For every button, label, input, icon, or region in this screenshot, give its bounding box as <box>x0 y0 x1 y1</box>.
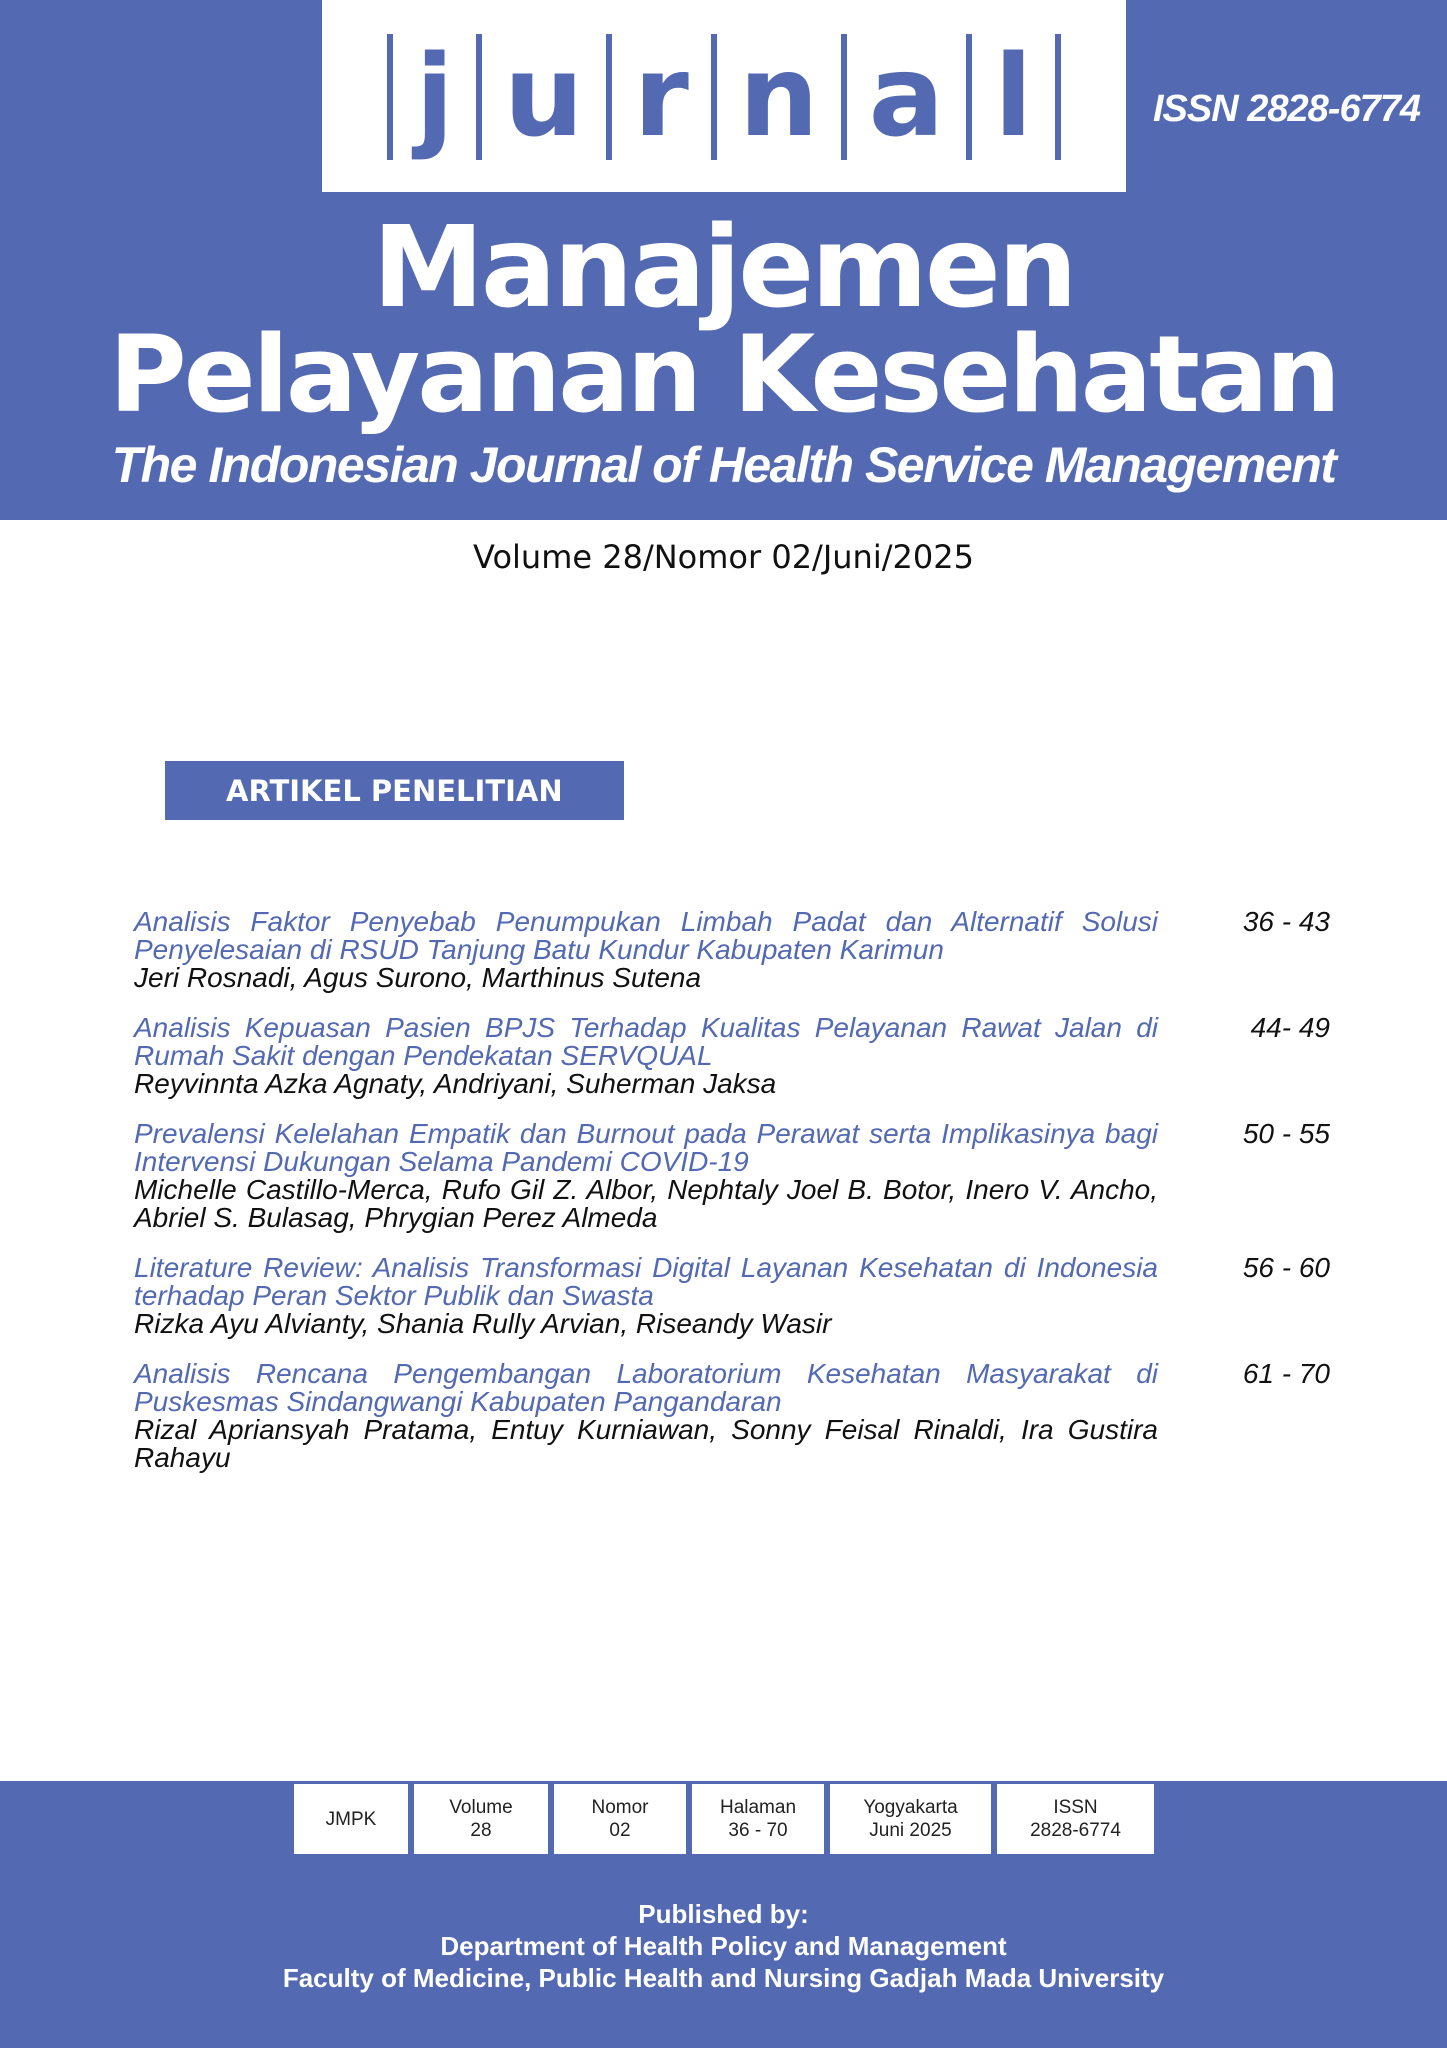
issue-line: Volume 28/Nomor 02/Juni/2025 <box>473 538 974 576</box>
info-cell-place-date <box>830 1784 991 1854</box>
info-cell-line1: Volume <box>449 1797 513 1818</box>
issn-label: ISSN 2828-6774 <box>1153 88 1420 130</box>
info-cell-issn <box>997 1784 1154 1854</box>
info-cell-volume <box>414 1784 548 1854</box>
info-cell-line2: 02 <box>609 1820 631 1841</box>
article-authors: Reyvinnta Azka Agnaty, Andriyani, Suherman Jaksa <box>134 1068 777 1099</box>
info-cell-line2: 2828-6774 <box>1030 1820 1121 1841</box>
info-cell-line1: JMPK <box>325 1808 377 1830</box>
journal-logo <box>322 0 1126 192</box>
logo-letter: n <box>738 32 819 162</box>
info-cell-line1: Yogyakarta <box>863 1797 958 1818</box>
info-cell-line2: 36 - 70 <box>728 1820 788 1841</box>
info-cell-line1: ISSN <box>1053 1797 1098 1818</box>
logo-letter: a <box>868 32 945 162</box>
section-label-text: ARTIKEL PENELITIAN <box>226 773 563 808</box>
article-title[interactable]: Analisis Faktor Penyebab Penumpukan Limbah Padat dan Alternatif Solusi Penyelesaian di RSUD Tanjung Batu Kundur Kabupaten Karimun <box>134 906 1158 965</box>
article-entry[interactable] <box>134 1254 1334 1338</box>
publisher-department: Department of Health Policy and Management <box>440 1931 1007 1961</box>
table-of-contents <box>134 908 1334 1494</box>
article-entry[interactable] <box>134 908 1334 992</box>
article-pages: 36 - 43 <box>1242 906 1330 937</box>
info-cell-pages <box>692 1784 824 1854</box>
article-entry[interactable] <box>134 1120 1334 1232</box>
section-label <box>165 761 624 820</box>
article-entry[interactable] <box>134 1014 1334 1098</box>
article-entry[interactable] <box>134 1360 1334 1472</box>
info-cell-number <box>554 1784 686 1854</box>
article-title[interactable]: Analisis Rencana Pengembangan Laboratorium Kesehatan Masyarakat di Puskesmas Sindangwangi Kabupaten Pangandaran <box>134 1358 1158 1417</box>
info-cell-line2: 28 <box>470 1820 492 1841</box>
article-title[interactable]: Prevalensi Kelelahan Empatik dan Burnout pada Perawat serta Implikasinya bagi Intervensi Dukungan Selama Pandemi COVID-19 <box>134 1118 1158 1177</box>
article-title[interactable]: Literature Review: Analisis Transformasi Digital Layanan Kesehatan di Indonesia terhadap Peran Sektor Publik dan Swasta <box>134 1252 1158 1311</box>
article-title[interactable]: Analisis Kepuasan Pasien BPJS Terhadap Kualitas Pelayanan Rawat Jalan di Rumah Sakit dengan Pendekatan SERVQUAL <box>134 1012 1158 1071</box>
journal-subtitle: The Indonesian Journal of Health Service Management <box>111 437 1336 493</box>
logo-divider <box>841 34 847 160</box>
article-pages: 56 - 60 <box>1242 1252 1330 1283</box>
logo-letter: j <box>415 32 454 162</box>
journal-title-line2: Pelayanan Kesehatan <box>109 313 1338 436</box>
journal-title-line1: Manajemen <box>372 203 1075 333</box>
logo-letters <box>322 22 1126 172</box>
article-pages: 61 - 70 <box>1242 1358 1330 1389</box>
logo-letter: r <box>633 32 689 162</box>
masthead <box>0 0 1447 520</box>
logo-divider <box>711 34 717 160</box>
article-authors: Rizka Ayu Alvianty, Shania Rully Arvian, Riseandy Wasir <box>134 1308 832 1339</box>
article-pages: 50 - 55 <box>1242 1118 1330 1149</box>
logo-letter: u <box>503 32 584 162</box>
info-cell-journal <box>294 1784 408 1854</box>
issue-info-table <box>294 1784 1154 1856</box>
publisher-faculty: Faculty of Medicine, Public Health and Nursing Gadjah Mada University <box>282 1963 1165 1993</box>
logo-divider <box>1055 34 1061 160</box>
article-authors: Michelle Castillo-Merca, Rufo Gil Z. Albor, Nephtaly Joel B. Botor, Inero V. Ancho, Abriel S. Bulasag, Phrygian Perez Almeda <box>134 1174 1158 1233</box>
publisher-heading: Published by: <box>638 1899 809 1929</box>
logo-divider <box>476 34 482 160</box>
article-authors: Rizal Apriansyah Pratama, Entuy Kurniawan, Sonny Feisal Rinaldi, Ira Gustira Rahayu <box>134 1414 1158 1473</box>
logo-divider <box>966 34 972 160</box>
article-pages: 44- 49 <box>1250 1012 1330 1043</box>
info-cell-line1: Halaman <box>719 1797 797 1818</box>
info-cell-line1: Nomor <box>591 1797 649 1818</box>
info-cell-line2: Juni 2025 <box>869 1820 952 1841</box>
logo-divider <box>606 34 612 160</box>
logo-divider <box>387 34 393 160</box>
article-authors: Jeri Rosnadi, Agus Surono, Marthinus Sutena <box>134 962 702 993</box>
logo-letter: l <box>994 32 1033 162</box>
